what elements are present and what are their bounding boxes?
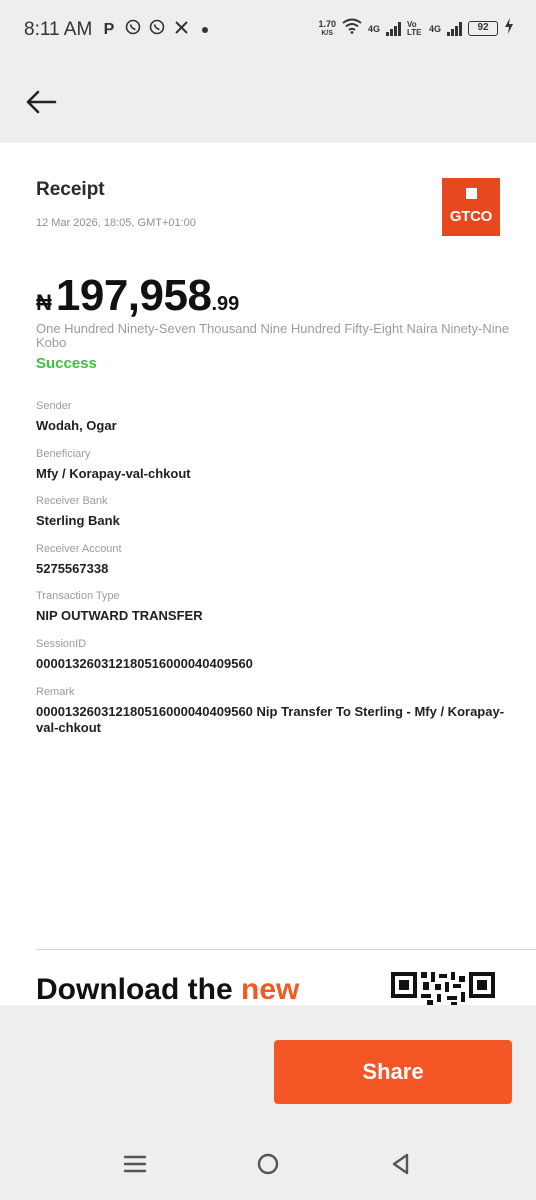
amount-in-words: One Hundred Ninety-Seven Thousand Nine Hundred Fifty-Eight Naira Ninety-Nine Kobo	[36, 321, 510, 350]
signal-icon-1	[386, 22, 401, 36]
back-nav-button[interactable]	[386, 1149, 416, 1179]
status-badge: Success	[36, 355, 97, 372]
bottom-action-area	[0, 1005, 536, 1125]
receipt-title: Receipt	[36, 179, 105, 200]
divider	[36, 949, 536, 950]
battery-icon: 92	[468, 21, 498, 36]
qr-code-icon	[390, 971, 496, 1005]
network-speed: 1.70 K/S	[318, 18, 336, 37]
field-sender: Sender Wodah, Ogar	[36, 400, 117, 433]
x-icon	[172, 20, 190, 40]
share-button[interactable]: Share	[274, 1040, 512, 1104]
promo-banner: Download the new	[36, 973, 300, 1005]
field-receiver-bank: Receiver Bank Sterling Bank	[36, 495, 120, 528]
receipt-date: 12 Mar 2026, 18:05, GMT+01:00	[36, 217, 196, 229]
menu-icon	[120, 1149, 150, 1179]
triangle-back-icon	[386, 1149, 416, 1179]
receipt-card	[0, 143, 536, 1005]
gtco-logo: GTCO	[442, 178, 500, 236]
field-transaction-type: Transaction Type NIP OUTWARD TRANSFER	[36, 590, 203, 623]
system-nav-bar	[0, 1125, 536, 1200]
field-receiver-account: Receiver Account 5275567338	[36, 543, 122, 576]
field-remark: Remark 000013260312180516000040409560 Nip Transfer To Sterling - Mfy / Korapay-val-chkout	[36, 686, 505, 735]
home-button[interactable]	[253, 1149, 283, 1179]
recent-apps-button[interactable]	[120, 1149, 150, 1179]
p-icon: P	[103, 20, 115, 38]
currency-symbol: ₦	[36, 290, 52, 315]
system-indicators	[318, 18, 514, 39]
clock: 8:11 AM	[24, 19, 93, 40]
charging-icon	[504, 18, 514, 39]
dot-icon	[196, 21, 214, 39]
app-bar	[0, 60, 536, 143]
wifi-icon	[342, 18, 362, 39]
whatsapp-icon	[124, 19, 142, 40]
whatsapp-business-icon	[148, 19, 166, 40]
field-beneficiary: Beneficiary Mfy / Korapay-val-chkout	[36, 448, 191, 481]
field-session-id: SessionID 000013260312180516000040409560	[36, 638, 253, 671]
volte-badge: Vo LTE	[406, 19, 422, 37]
amount-decimal: .99	[211, 293, 240, 315]
arrow-left-icon	[22, 84, 58, 120]
circle-icon	[253, 1149, 283, 1179]
back-button[interactable]	[22, 84, 58, 120]
amount-main: 197,958	[55, 271, 212, 320]
network-type-2: 4G	[428, 23, 441, 34]
signal-icon-2	[447, 22, 462, 36]
status-bar	[0, 0, 536, 60]
network-type-1: 4G	[367, 23, 380, 34]
amount	[36, 271, 239, 321]
notification-icons	[100, 19, 214, 40]
